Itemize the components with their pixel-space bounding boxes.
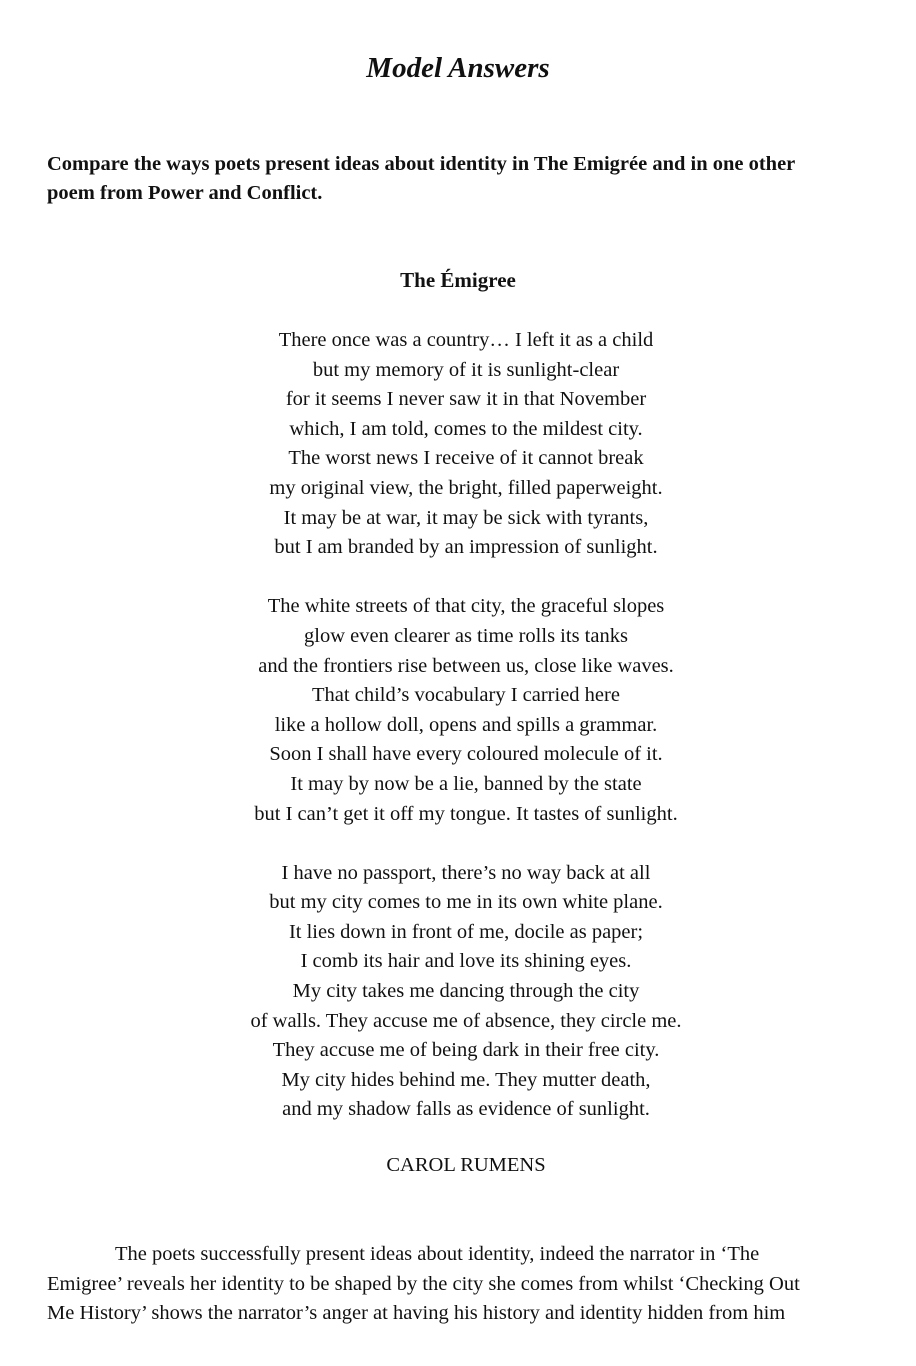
poem-line: It lies down in front of me, docile as paper; [288,920,644,943]
model-answer-paragraph [47,1240,877,1329]
poem-line: which, I am told, comes to the mildest city. [289,417,643,440]
poem-line: of walls. They accuse me of absence, they circle me. [250,1009,682,1032]
poem-line: and the frontiers rise between us, close like waves. [258,654,674,677]
answer-line: The poets successfully present ideas about identity, indeed the narrator in ‘The [115,1243,760,1265]
poem-author: CAROL RUMENS [386,1154,546,1176]
poem-line: Soon I shall have every coloured molecule of it. [269,743,663,766]
poem-line: but my memory of it is sunlight-clear [312,358,620,381]
poem-stanza-3 [0,859,916,1125]
question-line: poem from Power and Conflict. [47,182,323,204]
poem-line: but my city comes to me in its own white plane. [269,891,663,914]
poem-line: My city hides behind me. They mutter death, [281,1068,651,1091]
poem-line: I comb its hair and love its shining eyes. [300,950,632,973]
poem-line: but I am branded by an impression of sunlight. [274,536,658,559]
question-line: Compare the ways poets present ideas about identity in The Emigrée and in one other [47,153,796,175]
poem-line: There once was a country… I left it as a child [278,329,654,351]
poem-line: That child’s vocabulary I carried here [312,684,620,707]
page-title: Model Answers [366,52,550,84]
poem-line: but I can’t get it off my tongue. It tastes of sunlight. [254,802,678,825]
poem-line: glow even clearer as time rolls its tanks [304,624,628,647]
poem-line: They accuse me of being dark in their free city. [272,1039,660,1062]
poem-line: The white streets of that city, the graceful slopes [267,595,665,618]
exam-question [47,150,877,208]
answer-line: Me History’ shows the narrator’s anger at having his history and identity hidden from him [47,1302,786,1325]
poem-line: I have no passport, there’s no way back at all [281,861,651,884]
poem-body [0,326,916,1155]
poem-title: The Émigree [400,268,516,292]
answer-line: Emigree’ reveals her identity to be shaped by the city she comes from whilst ‘Checking Out [47,1272,800,1295]
poem-line: It may by now be a lie, banned by the state [290,772,642,795]
poem-line: It may be at war, it may be sick with tyrants, [283,506,649,529]
poem-line: for it seems I never saw it in that November [285,388,647,411]
poem-line: and my shadow falls as evidence of sunlight. [282,1098,650,1121]
poem-line: The worst news I receive of it cannot break [288,447,644,470]
poem-stanza-1 [0,326,916,563]
poem-stanza-2 [0,592,916,829]
poem-line: My city takes me dancing through the city [292,980,640,1003]
poem-line: my original view, the bright, filled paperweight. [269,476,663,499]
poem-line: like a hollow doll, opens and spills a grammar. [274,713,658,736]
